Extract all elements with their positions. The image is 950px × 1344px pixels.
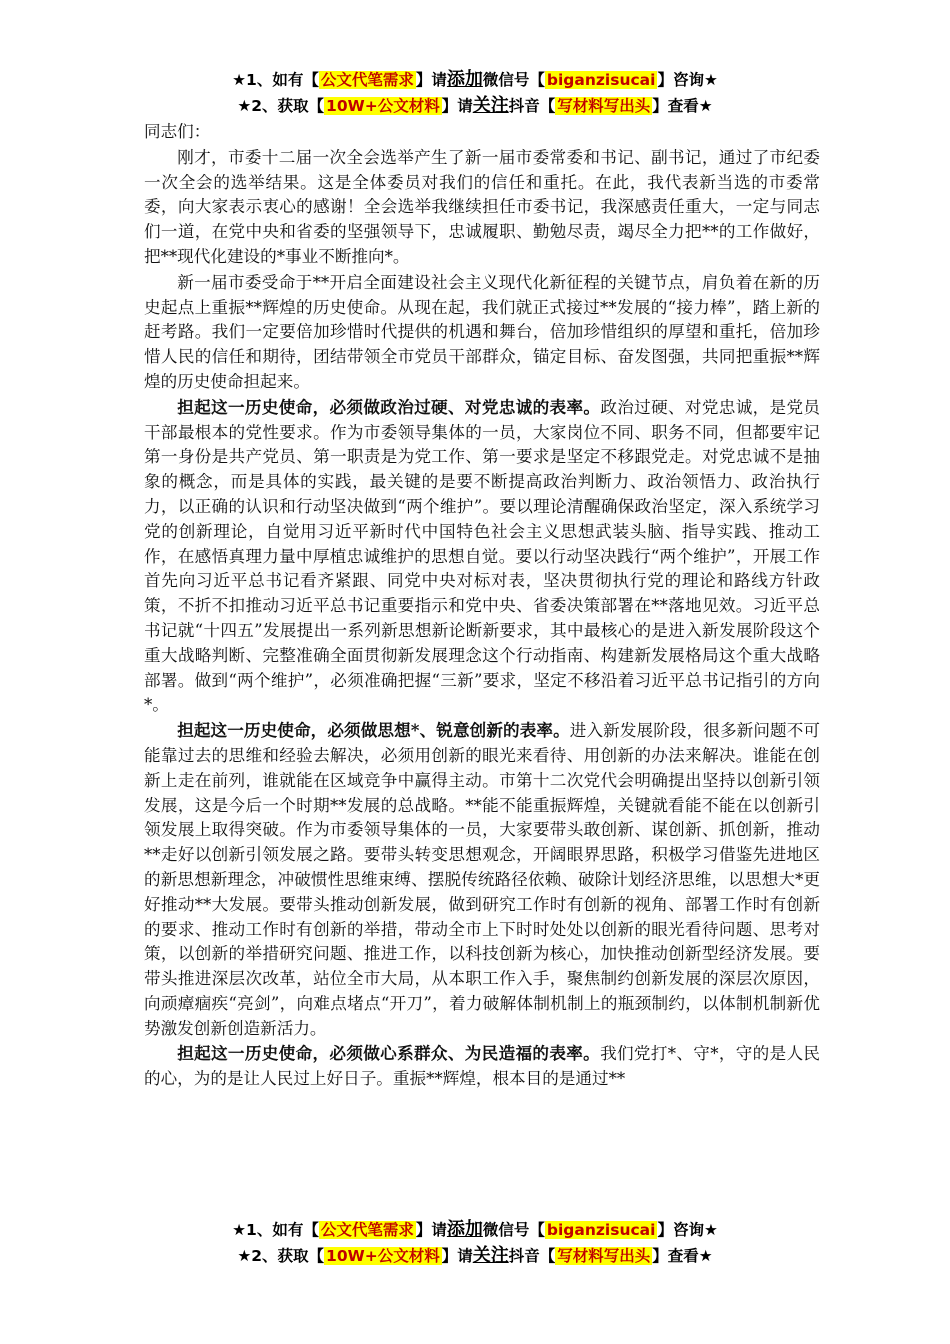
banner-emphasis: 关注	[472, 95, 509, 116]
star-icon: ★	[232, 1221, 247, 1239]
paragraph-lead: 担起这一历史使命，必须做心系群众、为民造福的表率。	[177, 1043, 601, 1064]
banner-suffix: 】查看★	[652, 1247, 713, 1265]
banner-suffix: 】咨询★	[657, 71, 718, 89]
banner-suffix: 】查看★	[652, 97, 713, 115]
promo-banner-bottom-2	[0, 1244, 950, 1268]
banner-mid: 】请	[441, 97, 473, 115]
banner-mid2: 抖音【	[508, 97, 556, 115]
highlight-materials: 10W+公文材料	[326, 1247, 440, 1265]
paragraph-text: 进入新发展阶段，很多新问题不可能靠过去的思维和经验去解决，必须用创新的眼光来看待、用创新的办法来解决。谁能在创新上走在前列，谁就能在区域竞争中赢得主动。市第十二次党代会明确提出坚持以创新引领发展，这是今后一个时期**发展的总战略。**能不能重振辉煌，关键就看能不能在以创新引领发展上取得突破。作为市委领导集体的一员，大家要带头敢创新、谋创新、抓创新，推动**走好以创新引领发展之路。要带头转变思想观念，开阔眼界思路，积极学习借鉴先进地区的新思想新理念，冲破惯性思维束缚、摆脱传统路径依赖、破除计划经济思维，以思想大*更好推动**大发展。要带头推动创新发展，做到研究工作时有创新的视角、部署工作时有创新的要求、推动工作时有创新的举措，带动全市上下时时处处以创新的眼光看待问题、思考对策，以创新的举措研究问题、推进工作，以科技创新为核心，加快推动创新型经济发展。要带头推进深层次改革，站位全市大局，从本职工作入手，聚焦制约创新发展的深层次原因，向顽瘴痼疾“亮剑”，向难点堵点“开刀”，着力破解体制机制上的瓶颈制约，以体制机制新优势激发创新创造新活力。	[144, 721, 820, 1038]
banner-mid2: 微信号【	[482, 71, 545, 89]
paragraph-3	[144, 395, 820, 718]
promo-banner-top-2	[0, 94, 950, 118]
star-icon: ★	[237, 1247, 252, 1265]
banner-emphasis: 添加	[446, 1219, 483, 1240]
promo-banner-top-1	[0, 68, 950, 92]
banner-emphasis: 添加	[446, 69, 483, 90]
banner-mid: 】请	[415, 1221, 447, 1239]
salutation: 同志们：	[144, 122, 211, 141]
paragraph-lead: 担起这一历史使命，必须做政治过硬、对党忠诚的表率。	[177, 396, 601, 417]
highlight-wechat-id: biganzisucai	[546, 71, 656, 89]
paragraph-text: 新一届市委受命于**开启全面建设社会主义现代化新征程的关键节点，肩负着在新的历史起点上重振**辉煌的历史使命。从现在起，我们就正式接过**发展的“接力棒”，踏上新的赶考路。我们一定要倍加珍惜时代提供的机遇和舞台，倍加珍惜组织的厚望和重托，倍加珍惜人民的信任和期待，团结带领全市党员干部群众，锚定目标、奋发图强，共同把重振**辉煌的历史使命担起来。	[144, 272, 820, 391]
highlight-douyin-id: 写材料写出头	[557, 1247, 651, 1265]
paragraph-text: 政治过硬、对党忠诚，是党员干部最根本的党性要求。作为市委领导集体的一员，大家岗位不同、职务不同，但都要牢记第一身份是共产党员、第一职责是为党工作、第一要求是坚定不移跟党走。对党忠诚不是抽象的概念，而是具体的实践，最关键的是要不断提高政治判断力、政治领悟力、政治执行力，以正确的认识和行动坚决做到“两个维护”。要以理论清醒确保政治坚定，深入系统学习党的创新理论，自觉用习近平新时代中国特色社会主义思想武装头脑、指导实践、推动工作，在感悟真理力量中厚植忠诚维护的思想自觉。要以行动坚决践行“两个维护”，开展工作首先向习近平总书记看齐紧跟、同党中央对标对表，坚决贯彻执行党的理论和路线方针政策，不折不扣推动习近平总书记重要指示和党中央、省委决策部署在**落地见效。习近平总书记就“十四五”发展提出一系列新思想新论断新要求，其中最核心的是进入新发展阶段这个重大战略判断、完整准确全面贯彻新发展理念这个行动指南、构建新发展格局这个重大战略部署。做到“两个维护”，必须准确把握“三新”要求，坚定不移沿着习近平总书记指引的方向*。	[144, 397, 821, 715]
paragraph-text: 我们党打*、守*，守的是人民的心，为的是让人民过上好日子。重振**辉煌，根本目的是通过**	[144, 1044, 821, 1089]
star-icon: ★	[237, 97, 252, 115]
highlight-wechat-id: biganzisucai	[546, 1221, 656, 1239]
banner-suffix: 】咨询★	[657, 1221, 718, 1239]
promo-banner-bottom-1	[0, 1218, 950, 1242]
highlight-service: 公文代笔需求	[320, 1221, 414, 1239]
star-icon: ★	[232, 71, 247, 89]
paragraph-text: 刚才，市委十二届一次全会选举产生了新一届市委常委和书记、副书记，通过了市纪委一次全会的选举结果。这是全体委员对我们的信任和重托。在此，我代表新当选的市委常委，向大家表示衷心的感谢！全会选举我继续担任市委书记，我深感责任重大，一定与同志们一道，在党中央和省委的坚强领导下，忠诚履职、勤勉尽责，竭尽全力把**的工作做好，把**现代化建设的*事业不断推向*。	[144, 147, 820, 266]
paragraph-2	[144, 270, 820, 395]
banner-mid: 】请	[415, 71, 447, 89]
speech-body	[144, 120, 820, 1092]
paragraph-1	[144, 145, 820, 270]
banner-mid: 】请	[441, 1247, 473, 1265]
highlight-materials: 10W+公文材料	[326, 97, 440, 115]
paragraph-4	[144, 718, 820, 1041]
banner-mid2: 微信号【	[482, 1221, 545, 1239]
highlight-service: 公文代笔需求	[320, 71, 414, 89]
banner-prefix: 1、如有【	[246, 71, 319, 89]
banner-prefix: 2、获取【	[251, 97, 325, 115]
banner-prefix: 2、获取【	[251, 1247, 325, 1265]
paragraph-5	[144, 1041, 820, 1092]
paragraph-lead: 担起这一历史使命，必须做思想*、锐意创新的表率。	[177, 720, 570, 741]
highlight-douyin-id: 写材料写出头	[557, 97, 651, 115]
banner-prefix: 1、如有【	[246, 1221, 319, 1239]
banner-mid2: 抖音【	[508, 1247, 556, 1265]
banner-emphasis: 关注	[472, 1245, 509, 1266]
